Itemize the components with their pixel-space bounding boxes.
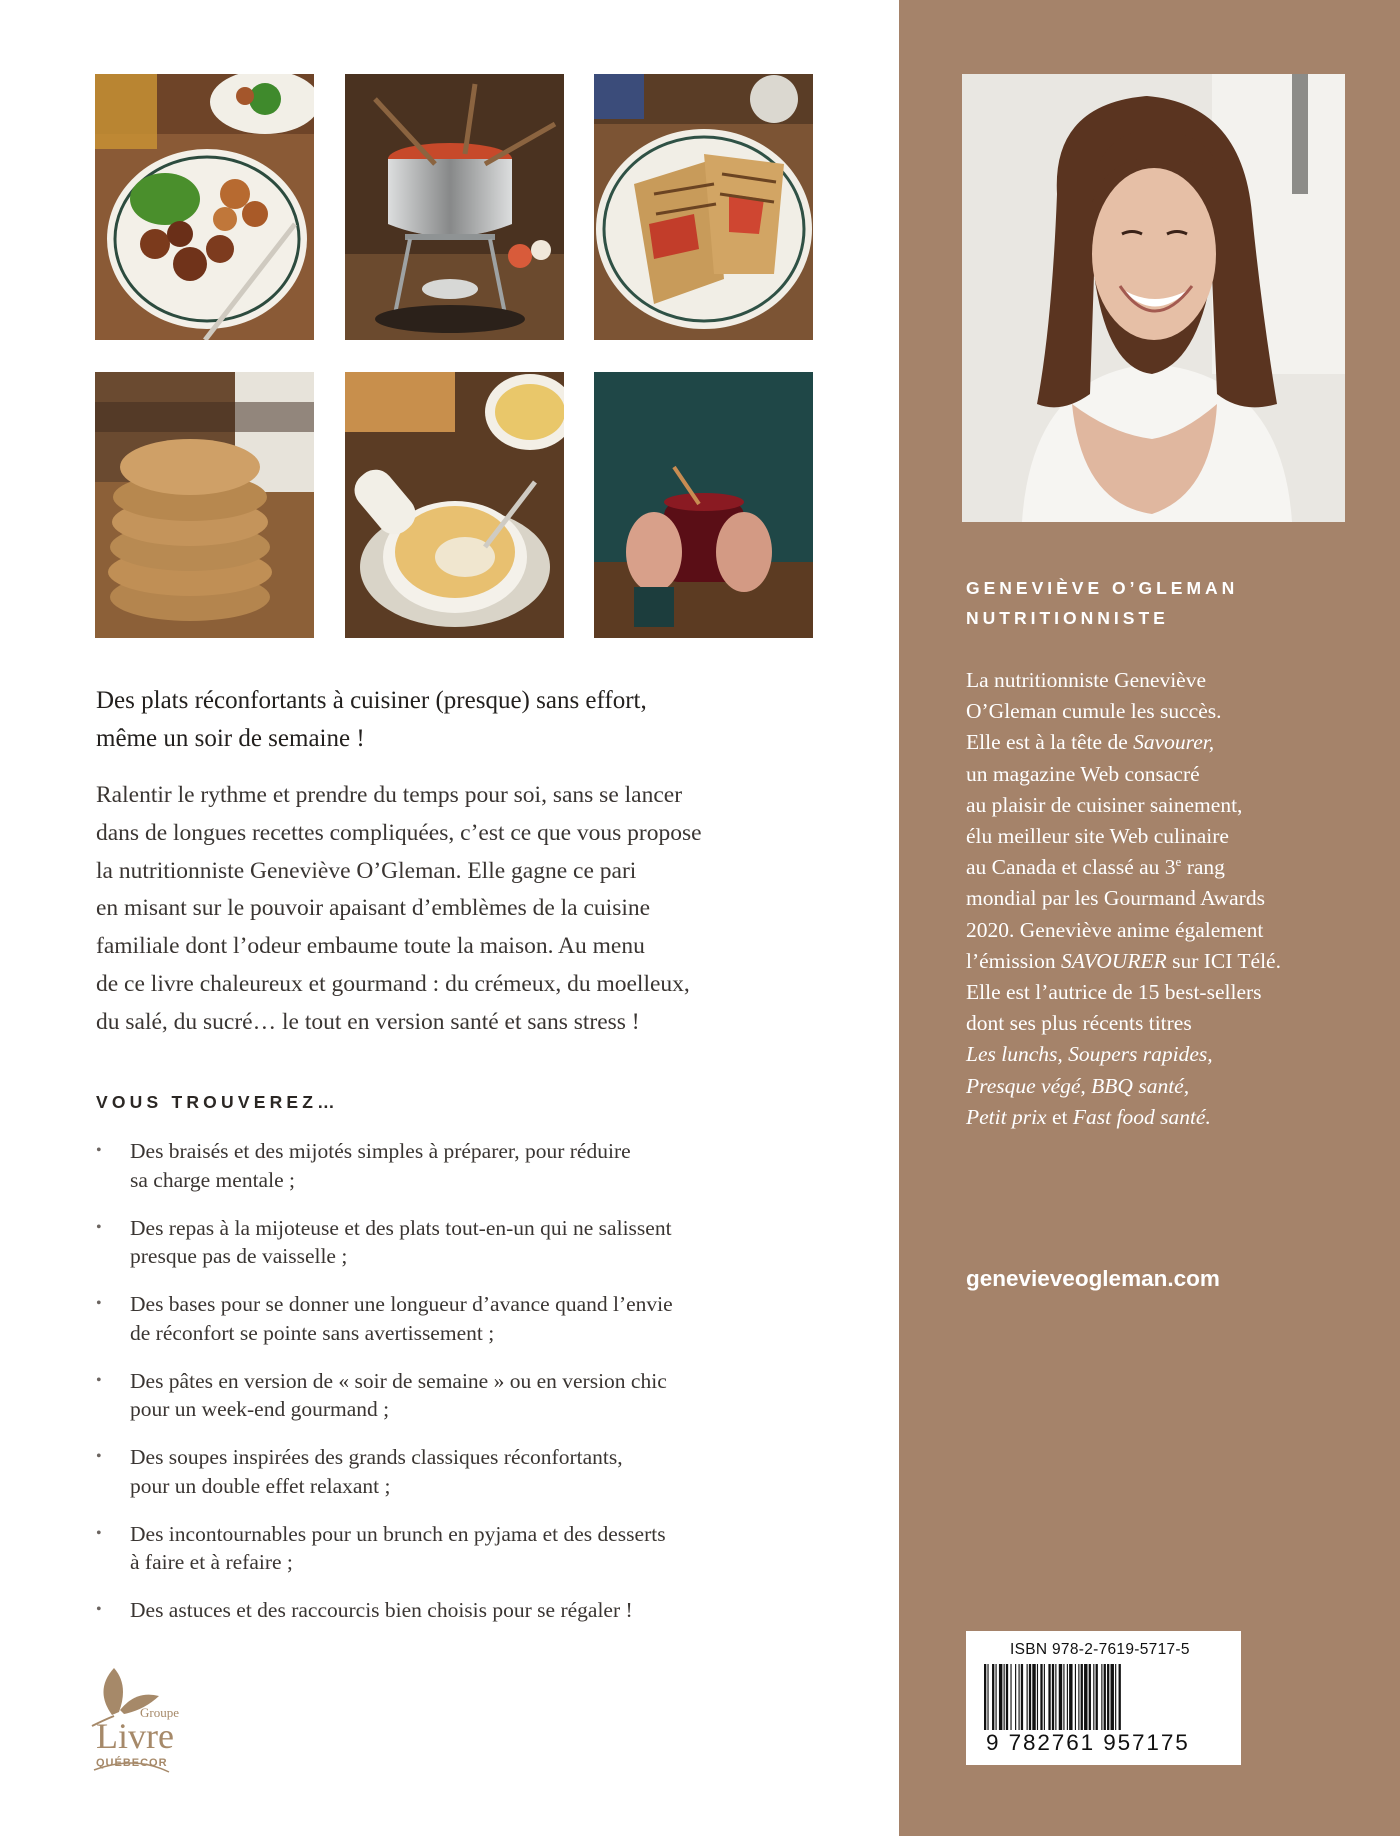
barcode-bar [1059, 1664, 1062, 1736]
description-line: la nutritionniste Geneviève O’Gleman. Elle gagne ce pari [96, 857, 637, 884]
bio-text: et [1046, 1104, 1073, 1129]
barcode-bar [1037, 1664, 1038, 1736]
list-item [96, 1367, 796, 1444]
isbn-barcode [966, 1631, 1241, 1765]
lead-paragraph [96, 682, 796, 758]
list-item-line: sa charge mentale ; [130, 1167, 295, 1192]
description-paragraph [96, 777, 826, 1042]
isbn-label: ISBN 978-2-7619-5717-5 [1010, 1641, 1190, 1658]
list-item [96, 1137, 796, 1214]
bullet-icon: • [96, 1601, 102, 1618]
bullet-icon: • [96, 1371, 102, 1389]
barcode-digits: 9 782761 957175 [986, 1730, 1190, 1755]
bio-line: élu meilleur site Web culinaire [966, 824, 1229, 849]
list-item-line: presque pas de vaisselle ; [130, 1244, 348, 1268]
list-item-line: à faire et à refaire ; [130, 1550, 293, 1574]
bio-text: rang [1181, 855, 1225, 880]
barcode-bar [1021, 1664, 1023, 1736]
barcode-bar [987, 1664, 988, 1736]
barcode-bar [1084, 1664, 1087, 1736]
description-line: dans de longues recettes compliquées, c’est ce que vous propose [96, 819, 702, 846]
magazine-title: Savourer, [1133, 730, 1215, 755]
barcode-bar [996, 1664, 997, 1736]
lead-line: Des plats réconfortants à cuisiner (presque) sans effort, [96, 687, 647, 714]
barcode-bar [1093, 1664, 1094, 1736]
mulled-wine-photo [594, 372, 813, 638]
description-line: familiale dont l’odeur embaume toute la maison. Au menu [96, 933, 645, 960]
food-photo-grid [95, 74, 813, 639]
bio-line: au plaisir de cuisiner sainement, [966, 792, 1243, 817]
barcode-bar [1040, 1664, 1042, 1736]
barcode-bar [1101, 1664, 1102, 1736]
book-titles-line: Presque végé, BBQ santé, [966, 1073, 1190, 1098]
list-item-line: Des braisés et des mijotés simples à préparer, pour réduire [130, 1139, 631, 1163]
barcode-bar [1055, 1664, 1056, 1736]
bio-line: 2020. Geneviève anime également [966, 917, 1264, 942]
bio-text: au Canada et classé au 3 [966, 855, 1176, 880]
list-item [96, 1443, 796, 1520]
bio-line: un magazine Web consacré [966, 761, 1200, 786]
bullet-icon: • [96, 1218, 102, 1236]
bio-line [966, 852, 1366, 883]
list-item-line: Des soupes inspirées des grands classiques réconfortants, [130, 1445, 623, 1469]
description-line: Ralentir le rythme et prendre du temps pour soi, sans se lancer [96, 782, 683, 808]
barcode-bar [1119, 1664, 1121, 1736]
book-title: Petit prix [966, 1104, 1047, 1129]
barcode-bar [1019, 1664, 1020, 1736]
barcode-bar [1027, 1664, 1028, 1736]
list-item-line: Des incontournables pour un brunch en pyjama et des desserts [130, 1521, 666, 1546]
barcode-bar [1104, 1664, 1106, 1736]
barcode-bar [1044, 1664, 1045, 1736]
bio-line [966, 946, 1366, 977]
bio-text: l’émission [966, 948, 1061, 973]
show-title: SAVOURER [1060, 948, 1167, 973]
book-title: Fast food santé. [1072, 1104, 1211, 1129]
description-line: du salé, du sucré… le tout en version santé et sans stress ! [96, 1008, 640, 1035]
barcode-bar [1032, 1664, 1035, 1736]
barcode-bar [1010, 1664, 1011, 1736]
list-item [96, 1520, 796, 1597]
barcode-bar [1067, 1664, 1068, 1736]
barcode-bar [1006, 1664, 1008, 1736]
barcode-bar [1075, 1664, 1076, 1736]
barcode-bar [1004, 1664, 1005, 1736]
barcode-icon [982, 1664, 1222, 1736]
barcode-bar [999, 1664, 1002, 1736]
meatballs-plate-photo [95, 74, 314, 340]
list-item-line: de réconfort se pointe sans avertissement ; [130, 1320, 495, 1345]
description-line: en misant sur le pouvoir apaisant d’emblèmes de la cuisine [96, 895, 651, 922]
barcode-bar [1069, 1664, 1072, 1736]
barcode-bar [1015, 1664, 1016, 1736]
logo-quebecor-text: QUÉBECOR [96, 1757, 168, 1769]
bio-line: La nutritionniste Geneviève [966, 668, 1207, 692]
author-bio [966, 665, 1366, 1133]
bio-line: mondial par les Gourmand Awards [966, 886, 1265, 911]
barcode-bar [1078, 1664, 1079, 1736]
list-item-line: Des repas à la mijoteuse et des plats tout-en-un qui ne salissent [130, 1215, 672, 1240]
bullet-icon: • [96, 1295, 102, 1312]
panini-photo [594, 74, 813, 340]
lead-line: même un soir de semaine ! [96, 725, 365, 752]
list-item-line: Des astuces et des raccourcis bien choisis pour se régaler ! [130, 1598, 633, 1622]
publisher-logo [74, 1660, 204, 1780]
barcode-bar [1029, 1664, 1031, 1736]
cookies-photo [95, 372, 314, 638]
barcode-bar [1111, 1664, 1114, 1736]
bullet-icon: • [96, 1448, 102, 1465]
list-item-line: pour un week-end gourmand ; [130, 1397, 390, 1421]
list-item [96, 1290, 796, 1367]
barcode-bar [1089, 1664, 1091, 1736]
barcode-bar [1052, 1664, 1054, 1736]
bio-line: dont ses plus récents titres [966, 1011, 1192, 1036]
list-item-line: Des pâtes en version de « soir de semaine » ou en version chic [130, 1368, 667, 1393]
barcode-bar [984, 1664, 986, 1736]
bullet-icon: • [96, 1142, 102, 1159]
barcode-bar [1115, 1664, 1116, 1736]
bio-line: O’Gleman cumule les succès. [966, 699, 1222, 724]
bullet-icon: • [96, 1524, 102, 1542]
book-titles-line: Les lunchs, Soupers rapides, [966, 1042, 1213, 1067]
list-item-line: pour un double effet relaxant ; [130, 1473, 391, 1498]
fondue-photo [345, 74, 564, 340]
author-portrait-photo [962, 74, 1345, 522]
section-heading: VOUS TROUVEREZ… [96, 1092, 339, 1112]
gratin-soup-photo [345, 372, 564, 638]
bio-text: Elle est à la tête de [966, 730, 1134, 755]
barcode-bar [1048, 1664, 1050, 1736]
list-item [96, 1214, 796, 1291]
logo-livre-text: Livre [96, 1716, 174, 1756]
bio-text: sur ICI Télé. [1166, 948, 1281, 973]
website-link[interactable]: genevieveogleman.com [966, 1266, 1220, 1291]
features-list [96, 1137, 796, 1673]
barcode-bar [1107, 1664, 1109, 1736]
barcode-bar [1063, 1664, 1064, 1736]
barcode-bar [1081, 1664, 1083, 1736]
logo-groupe-text: Groupe [140, 1705, 179, 1720]
list-item-line: Des bases pour se donner une longueur d’avance quand l’envie [130, 1292, 673, 1316]
author-name: GENEVIÈVE O’GLEMAN [966, 578, 1239, 598]
author-panel [899, 0, 1400, 1836]
bio-line [966, 727, 1366, 758]
author-role: NUTRITIONNISTE [966, 608, 1169, 628]
ordinal-superscript: e [1175, 854, 1182, 870]
description-line: de ce livre chaleureux et gourmand : du crémeux, du moelleux, [96, 970, 690, 997]
barcode-bar [992, 1664, 994, 1736]
bio-line: Elle est l’autrice de 15 best-sellers [966, 980, 1262, 1005]
bio-line [966, 1102, 1366, 1133]
barcode-bar [1096, 1664, 1098, 1736]
